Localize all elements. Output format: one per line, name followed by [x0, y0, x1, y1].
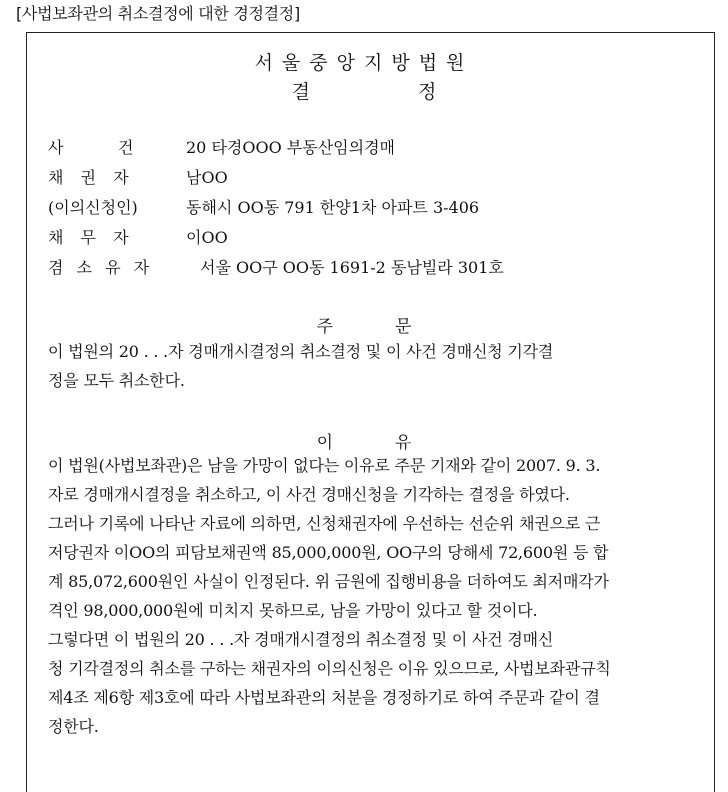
reason-line: 청 기각결정의 취소를 구하는 채권자의 이의신청은 이유 있으므로, 사법보좌관규칙: [48, 659, 611, 678]
reason-line: 그렇다면 이 법원의 20 . . .자 경매개시결정의 취소결정 및 이 사건 경매신: [48, 630, 554, 649]
party-value: 이OO: [186, 228, 228, 247]
reason-line: 이 법원(사법보좌관)은 남을 가망이 없다는 이유로 주문 기재와 같이 2007. 9. 3.: [48, 456, 601, 475]
reason-line: 계 85,072,600원인 사실이 인정된다. 위 금원에 집행비용을 더하여도 최저매각가: [48, 572, 609, 591]
decision-title: [0, 77, 728, 104]
reason-line: 저당권자 이OO의 피담보채권액 85,000,000원, OO구의 당해세 72,600원 등 합: [48, 543, 609, 562]
reason-line: 제4조 제6항 제3호에 따라 사법보좌관의 처분을 경정하기로 하여 주문과 같이 결: [48, 688, 600, 707]
party-value: 동해시 OO동 791 한양1차 아파트 3-406: [186, 198, 480, 217]
reason-line: 정한다.: [48, 717, 99, 736]
party-label: 채 권 자: [48, 168, 135, 187]
party-value: 20 타경OOO 부동산임의경매: [186, 138, 395, 157]
decision-title-right: 정: [418, 81, 437, 103]
party-label: (이의신청인): [48, 198, 138, 217]
order-line: 이 법원의 20 . . .자 경매개시결정의 취소결정 및 이 사건 경매신청 기각결: [48, 342, 554, 361]
order-text: [48, 337, 688, 395]
party-value: 남OO: [186, 168, 228, 187]
order-heading: 주 문: [316, 317, 412, 337]
reason-line: 그러나 기록에 나타난 자료에 의하면, 신청채권자에 우선하는 선순위 채권으로 근: [48, 514, 601, 533]
document-heading: [사법보좌관의 취소결정에 대한 경정결정]: [16, 4, 300, 23]
court-name: 서울중앙지방법원: [254, 52, 474, 74]
order-line: 정을 모두 취소한다.: [48, 371, 185, 390]
decision-title-left: 결: [291, 81, 310, 103]
reason-line: 자로 경매개시결정을 취소하고, 이 사건 경매신청을 기각하는 결정을 하였다.: [48, 485, 570, 504]
party-label: 겸 소 유 자: [48, 258, 154, 277]
reason-heading: 이 유: [316, 433, 412, 453]
party-label: 사: [48, 138, 64, 157]
reason-line: 격인 98,000,000원에 미치지 못하므로, 남을 가망이 있다고 할 것이다.: [48, 601, 538, 620]
party-label: 건: [118, 138, 134, 157]
party-label: 채 무 자: [48, 228, 135, 247]
party-value: 서울 OO구 OO동 1691-2 동남빌라 301호: [200, 258, 504, 277]
reason-text: [48, 451, 688, 741]
